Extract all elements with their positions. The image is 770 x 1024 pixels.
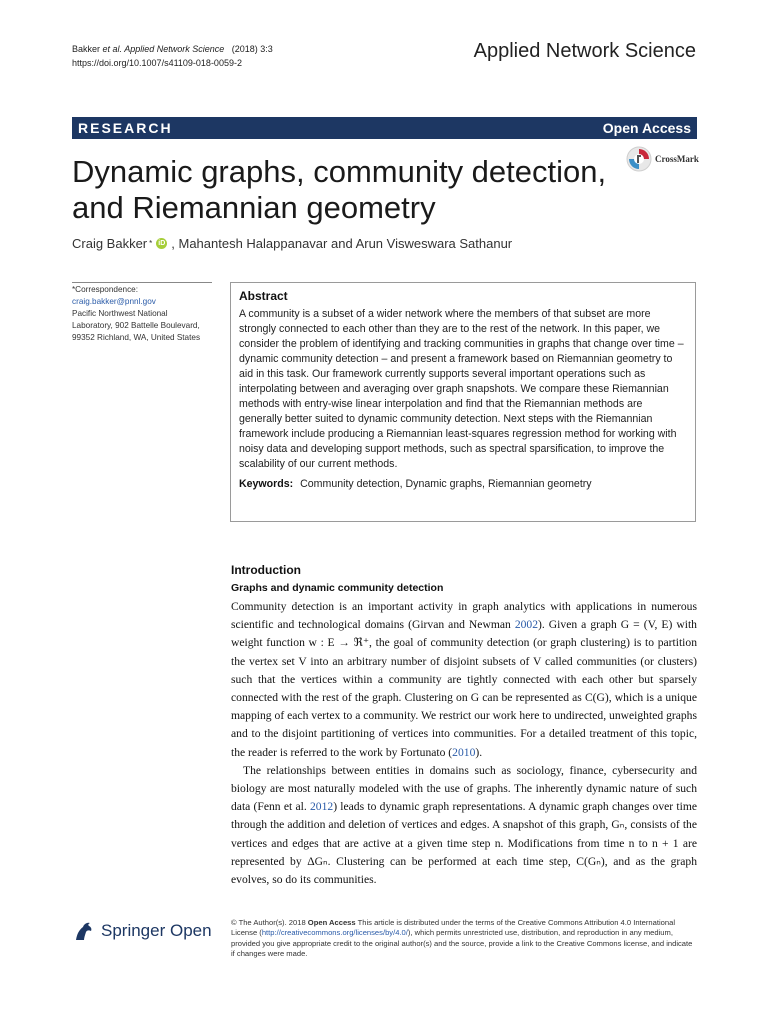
author-list: [72, 236, 512, 251]
publisher-logo: [72, 920, 212, 942]
copyright-text-a: © The Author(s). 2018: [231, 918, 308, 927]
coauthor-names: , Mahantesh Halappanavar and Arun Visweswara Sathanur: [171, 236, 513, 251]
correspondence-divider: [72, 282, 212, 283]
keywords-label: Keywords:: [239, 478, 294, 490]
ref-link[interactable]: 2012: [310, 800, 334, 814]
crossmark-badge[interactable]: [626, 146, 699, 172]
p1-text-c: ).: [475, 745, 483, 759]
citation-year-volume: (2018) 3:3: [231, 44, 273, 54]
open-access-label: Open Access: [602, 120, 691, 136]
citation-header: [72, 42, 273, 70]
citation-journal: et al. Applied Network Science: [102, 44, 225, 54]
correspondence-email[interactable]: craig.bakker@pnnl.gov: [72, 297, 156, 306]
ref-link[interactable]: 2002: [514, 618, 539, 632]
citation-authors: Bakker: [72, 44, 101, 54]
crossmark-label: CrossMark: [655, 154, 699, 164]
author-name[interactable]: Craig Bakker: [72, 236, 148, 251]
title-line-2: and Riemannian geometry: [72, 190, 436, 225]
p1-text-a: Community detection is an important activity in graph analytics with applications in numerous scientific and technological domains (Girvan and Newman: [231, 600, 697, 632]
license-footer: [231, 918, 697, 960]
license-link[interactable]: http://creativecommons.org/licenses/by/4.0/: [261, 928, 408, 938]
springer-horse-icon: [72, 920, 96, 942]
p2-text-a: The relationships between entities in domains such as sociology, finance, cybersecurity and biology are most naturally modeled with the use of graphs. The inherently dynamic nature of such data (Fenn et al.: [231, 763, 697, 814]
affiliation-line-2: Laboratory, 902 Battelle Boulevard,: [72, 321, 200, 330]
p2-text-b: ) leads to dynamic graph representations. A dynamic graph changes over time through the addition and deletion of vertices and edges. A snapshot of this graph, Gₙ, consists of the vertices and edges that are active at a given time step n. Modifications from time n to n + 1 are represented by ΔGₙ. Clustering can be performed at each time step, C(Gₙ), and as the graph evolves, so do its communities.: [231, 800, 697, 887]
keywords: [239, 478, 687, 490]
orcid-icon[interactable]: iD: [158, 240, 166, 247]
journal-name: Applied Network Science: [473, 40, 696, 62]
title-line-1: Dynamic graphs, community detection,: [72, 154, 607, 189]
affiliation-line-3: 99352 Richland, WA, United States: [72, 333, 201, 342]
corresponding-mark: *: [149, 239, 153, 248]
body-text: [231, 598, 697, 889]
copyright-open-access: Open Access: [307, 918, 356, 927]
p1-text-b: ). Given a graph G = (V, E) with weight function w : E → ℜ⁺, the goal of community detection (or graph clustering) is to partition the vertex set V into an arbitrary number of disjoint subsets of V called communities (or clusters) such that the vertices within a community are tightly connected with each other but sparsely connected with the rest of the graph. Clustering on G can be represented as C(G), which is a unique mapping of each vertex to a community. We restrict our work here to undirected, unweighted graphs and to the disjoint partitioning of vertices into communities. For a detailed treatment of this topic, the reader is referred to the work by Fortunato (: [231, 618, 697, 759]
correspondence-block: [72, 284, 212, 344]
section-label: RESEARCH: [78, 120, 173, 136]
subsection-heading: Graphs and dynamic community detection: [231, 582, 444, 594]
abstract-text: A community is a subset of a wider network where the members of that subset are more strongly connected to each other than they are to the rest of the network. In this paper, we consider the problem of identifying and tracking communities in graphs that change over time – dynamic community detection – and present a framework based on Riemannian geometry to aid in this task. Our framework currently supports several important operations such as interpolating between and averaging over graph snapshots. We compare these Riemannian methods with entry-wise linear interpolation and find that the Riemannian methods are generally better suited to dynamic community detection. Next steps with the Riemannian framework include producing a Riemannian least-squares regression method for working with noisy data and developing support methods, such as spectral sparsification, to improve the scalability of our current methods.: [239, 308, 684, 470]
abstract-box: [230, 282, 696, 522]
article-title: [72, 154, 612, 226]
publisher-name: Springer Open: [101, 921, 212, 940]
paragraph-1: [231, 598, 697, 762]
copyright-text-b: This article is distributed under the terms of the Creative Commons Attribution 4.0 International License (: [231, 918, 676, 938]
citation-line: [72, 42, 273, 56]
ref-link[interactable]: 2010: [452, 745, 476, 759]
paragraph-2: [231, 762, 697, 889]
section-heading: Introduction: [231, 563, 301, 577]
abstract-heading: Abstract: [239, 289, 288, 303]
crossmark-icon: [626, 146, 652, 172]
correspondence-label: *Correspondence:: [72, 285, 138, 294]
copyright-text-c: ), which permits unrestricted use, distribution, and reproduction in any medium, provided you give appropriate credit to the original author(s) and the source, provide a link to the Creative Commons license, and indicate if changes were made.: [231, 928, 693, 959]
article-type-banner: [72, 117, 697, 139]
doi-link[interactable]: https://doi.org/10.1007/s41109-018-0059-2: [72, 58, 242, 68]
keywords-list: Community detection, Dynamic graphs, Riemannian geometry: [300, 478, 592, 490]
affiliation-line-1: Pacific Northwest National: [72, 309, 168, 318]
